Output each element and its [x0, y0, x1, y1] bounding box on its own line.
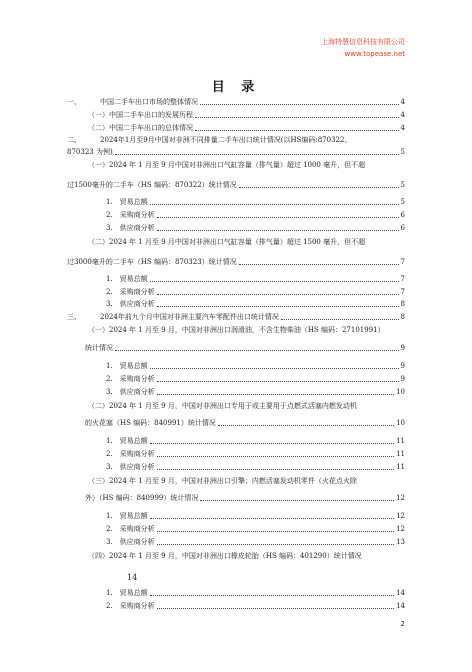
company-name: 上海特慧信息科技有限公司	[321, 38, 405, 46]
toc-entry-continuation-row[interactable]	[67, 258, 405, 267]
toc-entry[interactable]	[106, 463, 405, 472]
toc-entry-text: 2. 采购商分析	[106, 602, 155, 610]
toc-entry-text: 3. 供应商分析	[106, 538, 155, 546]
toc-leader-dots	[150, 442, 394, 444]
toc-entry-page: 7	[400, 258, 405, 266]
toc-entry-page: 5	[400, 181, 405, 189]
toc-entry-text: 2. 采购商分析	[106, 211, 155, 219]
toc-entry-page: 12	[396, 494, 405, 502]
toc-leader-dots	[150, 203, 399, 205]
toc-entry-text: （一）中国二手车出口的发展历程	[88, 111, 193, 119]
toc-entry-text: 3. 供应商分析	[106, 224, 155, 232]
toc-entry-page: 11	[396, 437, 405, 445]
toc-entry-page: 14	[396, 589, 405, 597]
toc-entry-continuation: 的火花塞（HS 编码：840991）统计情况	[85, 419, 216, 427]
toc-entry-page: 9	[400, 362, 405, 370]
toc-entry-continuation: 过3000毫升的二手车（HS 编码：870323）统计情况	[67, 258, 237, 266]
toc-entry-page: 5	[400, 148, 405, 156]
toc-entry-continuation-row[interactable]	[67, 148, 405, 157]
toc-entry-page: 7	[400, 275, 405, 283]
toc-entry-text: 1. 贸易总额	[106, 589, 148, 597]
toc-entry-page: 6	[400, 211, 405, 219]
toc-entry-page: 7	[400, 288, 405, 296]
toc-entry-continuation-row[interactable]	[85, 344, 405, 353]
toc-entry-text: 1. 贸易总额	[106, 198, 148, 206]
page-number: 2	[400, 620, 405, 628]
toc-entry-page: 8	[400, 300, 405, 308]
toc-entry-text: 1. 贸易总额	[106, 362, 148, 370]
toc-leader-dots	[157, 216, 399, 218]
toc-leader-dots	[157, 607, 394, 609]
toc-leader-dots	[115, 153, 399, 155]
toc-leader-dots	[157, 530, 394, 532]
toc-leader-dots	[150, 594, 394, 596]
toc-entry-page: 10	[396, 419, 405, 427]
toc-leader-dots	[150, 517, 394, 519]
company-url[interactable]: www.topease.net	[344, 50, 405, 58]
toc-entry[interactable]	[106, 602, 405, 611]
toc-entry[interactable]	[106, 362, 405, 371]
toc-leader-dots	[218, 424, 394, 426]
toc-entry[interactable]	[106, 288, 405, 297]
toc-leader-dots	[239, 186, 399, 188]
toc-entry[interactable]	[106, 375, 405, 384]
toc-entry-text: 1. 贸易总额	[106, 275, 148, 283]
toc-leader-dots	[157, 305, 399, 307]
toc-entry[interactable]	[106, 525, 405, 534]
toc-leader-dots	[200, 103, 399, 105]
toc-entry[interactable]	[100, 313, 405, 322]
toc-entry-page: 11	[396, 450, 405, 458]
toc-entry[interactable]	[106, 198, 405, 207]
toc-entry-continuation-row[interactable]	[67, 181, 405, 190]
toc-leader-dots	[115, 349, 399, 351]
toc-entry-page: 11	[396, 463, 405, 471]
toc-entry-page: 9	[400, 344, 405, 352]
toc-entry-page: 12	[396, 525, 405, 533]
toc-entry[interactable]	[106, 512, 405, 521]
toc-entry-page: 14	[127, 573, 138, 582]
toc-leader-dots	[239, 263, 399, 265]
toc-leader-dots	[157, 455, 394, 457]
toc-entry[interactable]	[88, 124, 405, 133]
toc-entry-page: 4	[400, 124, 405, 132]
toc-entry-text: 3. 供应商分析	[106, 388, 155, 396]
toc-leader-dots	[150, 367, 399, 369]
toc-entry-text: 2. 采购商分析	[106, 450, 155, 458]
toc-entry[interactable]	[106, 437, 405, 446]
toc-entry-continuation: 统计情况	[85, 344, 113, 352]
toc-entry[interactable]	[106, 211, 405, 220]
toc-entry-text[interactable]: （三）2024 年 1 月至 9 月，中国对非洲出口引擎；内燃活塞发动机零件（火花点火除	[88, 477, 357, 485]
toc-leader-dots	[157, 229, 399, 231]
toc-entry-page: 9	[400, 375, 405, 383]
toc-entry[interactable]	[100, 98, 405, 107]
toc-leader-dots	[200, 499, 394, 501]
toc-entry-text: 1. 贸易总额	[106, 437, 148, 445]
toc-entry-continuation-row[interactable]	[85, 494, 405, 503]
toc-entry[interactable]	[106, 450, 405, 459]
toc-leader-dots	[157, 380, 399, 382]
page-title: 目 录	[211, 80, 261, 95]
toc-entry-continuation-row[interactable]	[85, 419, 405, 428]
toc-leader-dots	[281, 318, 399, 320]
toc-entry-continuation: 过1500毫升的二手车（HS 编码：870322）统计情况	[67, 181, 237, 189]
toc-entry-page: 6	[400, 224, 405, 232]
toc-entry-text: 3. 供应商分析	[106, 463, 155, 471]
toc-leader-dots	[157, 468, 394, 470]
toc-entry-text: 2024年前九个月中国对非洲主要汽车零配件出口统计情况	[100, 313, 279, 321]
toc-entry-text[interactable]: 2024年1月至9月中国对非洲不同排量二手车出口统计情况(以HS编码:870322、	[100, 136, 352, 144]
toc-entry-page: 12	[396, 512, 405, 520]
toc-entry-text[interactable]: （四）2024 年 1 月至 9 月，中国对非洲出口橡皮轮胎（HS 编码：401290）统计情况	[88, 552, 362, 560]
toc-entry-page: 14	[396, 602, 405, 610]
toc-entry-page: 13	[396, 538, 405, 546]
toc-entry-text[interactable]: （二）2024 年 1 月至 9 月，中国对非洲出口专用于或主要用于点燃式活塞内燃发动机	[88, 402, 357, 410]
toc-leader-dots	[157, 293, 399, 295]
toc-entry-page: 5	[400, 198, 405, 206]
toc-entry[interactable]	[106, 224, 405, 233]
toc-entry-page: 8	[400, 313, 405, 321]
toc-entry-number: 二、	[67, 136, 81, 144]
toc-entry-text: （二）中国二手车出口的总体情况	[88, 124, 193, 132]
toc-entry-text: 中国二手车出口市场的整体情况	[100, 98, 198, 106]
toc-entry[interactable]	[106, 538, 405, 547]
toc-entry-text: 1. 贸易总额	[106, 512, 148, 520]
toc-entry-text[interactable]: （二）2024 年 1 月至 9 月中国对非洲出口气缸容量（排气量）超过 1500 毫升，但不超	[88, 238, 366, 246]
toc-leader-dots	[195, 116, 399, 118]
toc-entry-text[interactable]: （一）2024 年 1 月至 9 月，中国对非洲出口润滑油，不含生物柴油（HS 编码：27101991）	[88, 326, 385, 334]
toc-entry-number: 一、	[67, 98, 81, 106]
toc-entry-page: 4	[400, 111, 405, 119]
toc-entry-text: 2. 采购商分析	[106, 288, 155, 296]
toc-entry-continuation: 外）（HS 编码：840999）统计情况	[85, 494, 199, 502]
toc-entry[interactable]	[106, 275, 405, 284]
toc-entry[interactable]	[88, 111, 405, 120]
toc-entry-text: 2. 采购商分析	[106, 525, 155, 533]
toc-entry-page: 10	[396, 388, 405, 396]
toc-leader-dots	[157, 393, 394, 395]
toc-entry-text: 2. 采购商分析	[106, 375, 155, 383]
toc-entry[interactable]	[106, 589, 405, 598]
toc-entry[interactable]	[106, 300, 405, 309]
toc-entry-continuation: 870323 为例)	[67, 148, 113, 156]
toc-leader-dots	[150, 280, 399, 282]
toc-entry-number: 三、	[67, 313, 81, 321]
toc-entry-text[interactable]: （一）2024 年 1 月至 9 月中国对非洲出口气缸容量（排气量）超过 1000 毫升，但不超	[88, 161, 366, 169]
toc-leader-dots	[195, 129, 399, 131]
toc-entry-text: 3. 供应商分析	[106, 300, 155, 308]
toc-leader-dots	[157, 543, 394, 545]
toc-entry-page: 4	[400, 98, 405, 106]
toc-entry[interactable]	[106, 388, 405, 397]
